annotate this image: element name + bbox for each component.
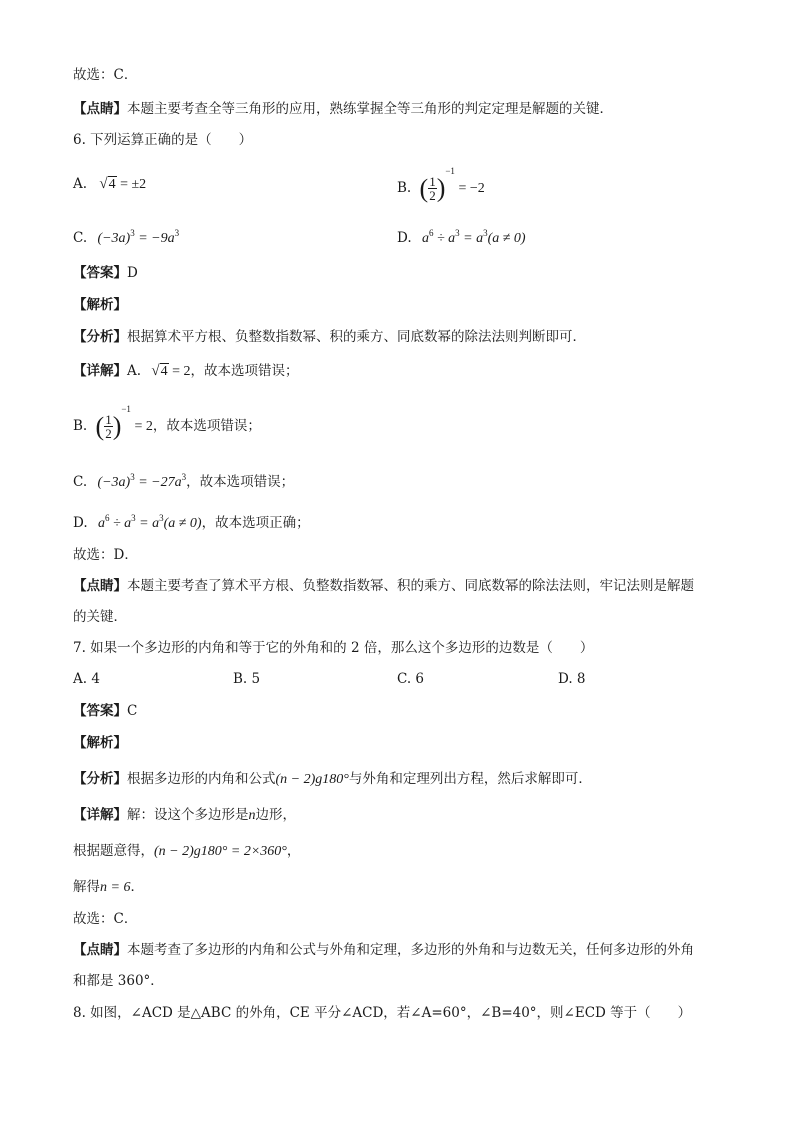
expr: (−3a) [97, 231, 131, 246]
selection-6: 故选：D． [73, 547, 138, 563]
comment-6-cont: 的关键． [73, 609, 127, 625]
comment-text: 本题主要考查了算术平方根、负整数指数幂、积的乘方、同底数幂的除法法则，牢记法则是解题 [127, 578, 694, 594]
q7-option-c: C. 6 [397, 671, 425, 687]
comment-6 [73, 577, 694, 595]
option-label: A. [73, 176, 88, 192]
analysis-7: 【分析】根据多边形的内角和公式(n − 2)g180°与外角和定理列出方程，然后求解即可． [73, 771, 592, 787]
question-6: 6. 下列运算正确的是（ ） [73, 132, 253, 148]
q6-option-d: D. $a^6 \div a^3 = a^3(a \ne 0)$ [397, 228, 526, 246]
comment-text: 本题主要考查全等三角形的应用，熟练掌握全等三角形的判定定理是解题的关键． [127, 101, 613, 117]
answer-value: D [127, 265, 138, 281]
option-rhs: = ±2 [116, 177, 147, 192]
answer-value: C [127, 703, 138, 719]
question-7: 7. 如果一个多边形的内角和等于它的外角和的 2 倍，那么这个多边形的边数是（ ） [73, 640, 594, 656]
comment-5 [73, 100, 613, 118]
analysis-tag-7: 【解析】 [73, 735, 127, 751]
answer-6 [73, 264, 138, 282]
option-label: D. [397, 230, 412, 246]
comment-tag: 【点睛】 [73, 578, 127, 594]
detail-6-b: B. ( $\frac{1}{2}$ )$^{-1}$ = 2，故本选项错误； [73, 404, 261, 441]
q6-option-b: B. ( $\frac{1}{2}$ )$^{-1}$ = −2 [397, 166, 485, 203]
answer-tag: 【答案】 [73, 265, 127, 281]
analysis-6 [73, 328, 586, 346]
detail-6-d: D. $a^6 \div a^3 = a^3(a \ne 0)$，故本选项正确； [73, 513, 310, 531]
option-label: C. [73, 230, 88, 246]
answer-7 [73, 702, 137, 720]
detail-7: 【详解】解：设这个多边形是n边形， [73, 807, 296, 823]
exponent: −1 [445, 166, 455, 176]
selection-7: 故选：C． [73, 911, 138, 927]
fraction: $\frac{1}{2}$ [429, 174, 436, 203]
q6-option-a [73, 176, 146, 193]
detail-7-eq: 根据题意得，(n − 2)g180° = 2×360°， [73, 843, 301, 859]
option-rhs: = −2 [454, 181, 485, 196]
comment-7: 【点睛】本题考查了多边形的内角和公式与外角和定理，多边形的外角和与边数无关，任何多边形的外角 [73, 942, 694, 958]
detail-6-c: C. $(-3a)^3 = -27a^3$，故本选项错误； [73, 472, 295, 490]
q7-option-a: A. 4 [73, 671, 100, 687]
analysis-text: 根据算术平方根、负整数指数幂、积的乘方、同底数幂的除法法则判断即可． [127, 329, 586, 345]
sqrt-radicand: 4 [108, 177, 116, 192]
comment-tag: 【点睛】 [73, 101, 127, 117]
sqrt-symbol: √4 [99, 176, 116, 192]
detail-label: 【详解】 [73, 363, 127, 379]
detail-7-solve: 解得n = 6． [73, 879, 144, 895]
q6-option-c: C. $(-3a)^3 = -9a^3$ [73, 228, 180, 246]
comment-7-cont: 和都是 360°． [73, 973, 164, 989]
analysis-tag: 【解析】 [73, 297, 127, 313]
answer-tag: 【答案】 [73, 703, 127, 719]
option-label: B. [397, 180, 412, 196]
question-8: 8. 如图，∠ACD 是△ABC 的外角，CE 平分∠ACD，若∠A=60°，∠B=40°，则∠ECD 等于（ ） [73, 1005, 692, 1021]
detail-6-a: 【详解】A. √4 = 2，故本选项错误； [73, 363, 299, 379]
answer-selection-5: 故选：C． [73, 67, 138, 83]
q7-option-d: D. 8 [558, 671, 586, 687]
q7-option-b: B. 5 [233, 671, 261, 687]
analysis-label: 【分析】 [73, 329, 127, 345]
